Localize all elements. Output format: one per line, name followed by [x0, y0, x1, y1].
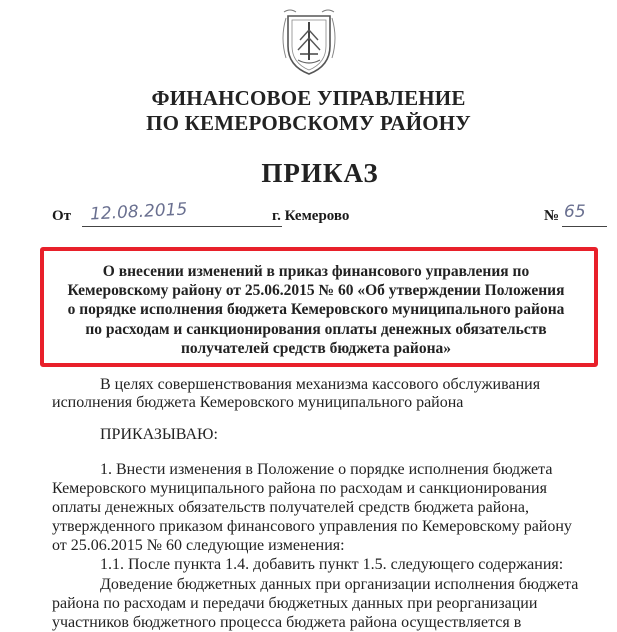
paragraph-line: 1.1. После пункта 1.4. добавить пункт 1.5. следующего содержания:: [100, 556, 564, 573]
paragraph-line: оплаты денежных обязательств получателей средств бюджета района,: [52, 499, 529, 516]
paragraph-line: района по расходам и передачи бюджетных данных при реорганизации: [52, 595, 538, 612]
organization-name-line1: ФИНАНСОВОЕ УПРАВЛЕНИЕ: [151, 86, 466, 110]
organization-name-line2: ПО КЕМЕРОВСКОМУ РАЙОНУ: [146, 111, 471, 135]
subject-line: о порядке исполнения бюджета Кемеровского муниципального района: [67, 301, 565, 319]
subject-line: по расходам и санкционирования оплаты денежных обязательств: [85, 320, 547, 338]
paragraph-line: Кемеровского муниципального района по расходам и санкционирования: [52, 480, 547, 497]
date-label: От: [52, 208, 72, 224]
subject-line: получателей средств бюджета района»: [180, 339, 452, 357]
subject-line: О внесении изменений в приказ финансового управления по: [102, 263, 530, 280]
paragraph-line: утвержденного приказом финансового управления по Кемеровскому району: [52, 518, 572, 535]
date-underline: [82, 226, 282, 227]
document-type-title: ПРИКАЗ: [261, 158, 379, 188]
handwritten-date: 12.08.2015: [89, 199, 188, 225]
number-label: №: [544, 208, 560, 224]
paragraph-line: 1. Внести изменения в Положение о порядке исполнения бюджета: [100, 461, 553, 478]
document-meta-row: [52, 199, 605, 232]
order-word: ПРИКАЗЫВАЮ:: [100, 426, 218, 443]
handwritten-number: 65: [564, 202, 586, 222]
paragraph-line: участников бюджетного процесса бюджета района осуществляется в: [52, 614, 522, 631]
subject-line: Кемеровскому району от 25.06.2015 № 60 «Об утверждении Положения: [67, 282, 565, 300]
number-underline: [562, 226, 607, 227]
coat-of-arms-icon: [276, 8, 342, 78]
paragraph-line: от 25.06.2015 № 60 следующие изменения:: [52, 537, 345, 554]
intro-line: В целях совершенствования механизма кассового обслуживания: [100, 376, 541, 393]
city-label: г. Кемерово: [272, 208, 350, 224]
order-subject: [56, 262, 576, 358]
intro-line: исполнения бюджета Кемеровского муниципального района: [52, 394, 464, 411]
paragraph-line: Доведение бюджетных данных при организации исполнения бюджета: [100, 576, 579, 593]
